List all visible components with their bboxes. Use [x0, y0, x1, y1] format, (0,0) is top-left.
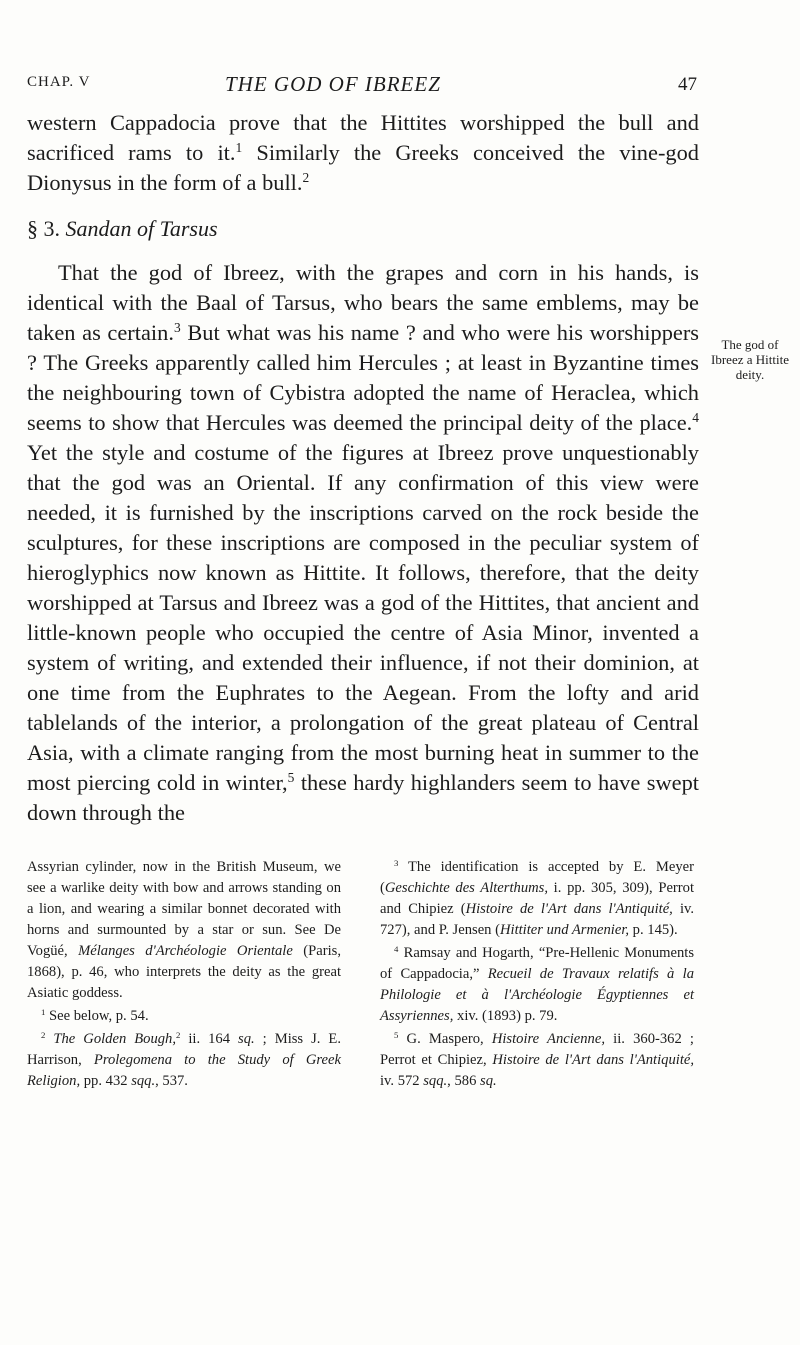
footnote-5	[380, 1029, 694, 1092]
footnote-number: 4	[394, 943, 399, 954]
italic-title: Prolegomena to the Study of Greek Religion,	[27, 1052, 341, 1089]
text-run: ii. 164	[180, 1031, 239, 1047]
italic-abbrev: sq.	[480, 1073, 497, 1089]
text-run: Yet the style and costume of the figures at Ibreez prove unquestionably that the god was an Oriental. If any confirmation of this view were needed, it is furnished by the inscriptions carved on the rock beside the sculptures, for these inscriptions are composed in the peculiar system of hieroglyphics now known as Hittite. It follows, therefore, that the deity worshipped at Tarsus and Ibreez was a god of the Hittites, that ancient and little-known people who occupied the centre of Asia Minor, invented a system of writing, and extended their influence, if not their dominion, at one time from the Euphrates to the Aegean. From the lofty and arid tablelands of the interior, a prolongation of the great plateau of Central Asia, with a climate ranging from the most burning heat in summer to the most piercing cold in winter,	[27, 440, 699, 795]
footnotes-left-column	[27, 857, 341, 1094]
footnote-ref: 5	[287, 769, 295, 785]
footnote-continuation	[27, 857, 341, 1004]
footnote-number: 2	[41, 1029, 46, 1040]
footnote-2	[27, 1029, 341, 1092]
footnote-number: 5	[394, 1029, 399, 1040]
footnote-ref: 3	[173, 319, 181, 335]
text-run: The identification is accepted by E. Meyer (	[380, 859, 694, 896]
edition-number: 2	[176, 1029, 181, 1040]
paragraph-2	[27, 258, 699, 828]
text-run: ii. 360-362 ; Perrot et Chipiez,	[380, 1031, 694, 1068]
text-run: , 537.	[155, 1073, 188, 1089]
text-run: these hardy highlanders seem to have swept down through the	[27, 770, 699, 825]
chapter-label: CHAP. V	[27, 74, 91, 90]
italic-title: Geschichte des Alterthums,	[384, 880, 548, 896]
paragraph-1	[27, 108, 699, 198]
italic-title: Hittiter und Armenier,	[499, 922, 630, 938]
text-run: western Cappadocia prove that the Hittites worshipped the bull and sacrificed rams to it.	[27, 110, 699, 165]
text-run: iv. 572	[380, 1073, 424, 1089]
italic-title: Recueil de Travaux relatifs à la Philologie et à l'Archéologie Égyptiennes et Assyriennes,	[380, 966, 694, 1024]
italic-title: Histoire Ancienne,	[491, 1031, 605, 1047]
text-run: Ramsay and Hogarth, “Pre-Hellenic Monuments of Cappadocia,”	[380, 945, 694, 982]
text-run: G. Maspero,	[398, 1031, 492, 1047]
footnote-ref: 1	[235, 139, 243, 155]
text-run: See below, p. 54.	[45, 1008, 149, 1024]
footnote-ref: 2	[302, 169, 310, 185]
italic-abbrev: sqq.	[131, 1073, 156, 1089]
text-run: i. pp. 305, 309), Perrot and Chipiez (	[380, 880, 694, 917]
text-run: pp. 432	[80, 1073, 132, 1089]
text-run: But what was his name ? and who were his worshippers ? The Greeks apparently called him Hercules ; at least in Byzantine times the neighbouring town of Cybistra adopted the name of Heraclea, which seems to show that Hercules was deemed the principal deity of the place.	[27, 320, 700, 435]
section-number: § 3.	[27, 216, 60, 241]
italic-title: Mélanges d'Archéologie Orientale	[78, 943, 293, 959]
italic-title: The Golden Bough,	[53, 1031, 176, 1047]
italic-title: Histoire de l'Art dans l'Antiquité,	[492, 1052, 694, 1068]
section-title: Sandan of Tarsus	[65, 216, 218, 241]
margin-note: The god of Ibreez a Hittite deity.	[711, 337, 789, 382]
italic-abbrev: sqq.	[423, 1073, 448, 1089]
text-run: Similarly the Greeks conceived the vine-god Dionysus in the form of a bull.	[27, 140, 699, 195]
text-run: (Paris, 1868), p. 46, who interprets the deity as the great Asiatic goddess.	[27, 943, 341, 1001]
footnote-1	[27, 1006, 341, 1027]
text-run: iv. 727), and P. Jensen (	[380, 901, 694, 938]
footnote-number: 3	[394, 857, 399, 868]
text-run: , 586	[447, 1073, 481, 1089]
text-run: Assyrian cylinder, now in the British Museum, we see a warlike deity with bow and arrows standing on a lion, and wearing a similar bonnet decorated with horns and surmounted by a star or sun. See De Vogüé,	[27, 859, 341, 959]
running-header	[27, 72, 697, 102]
footnote-4	[380, 943, 694, 1027]
text-run: ; Miss J. E. Harrison,	[27, 1031, 341, 1068]
main-text	[27, 108, 699, 828]
text-run: p. 145).	[629, 922, 678, 938]
footnotes-right-column	[380, 857, 694, 1094]
italic-abbrev: sq.	[238, 1031, 255, 1047]
footnote-number: 1	[41, 1006, 46, 1017]
running-title: THE GOD OF IBREEZ	[225, 72, 441, 96]
italic-title: Histoire de l'Art dans l'Antiquité,	[465, 901, 673, 917]
footnote-ref: 4	[692, 409, 699, 425]
text-run: xiv. (1893) p. 79.	[453, 1008, 558, 1024]
section-heading	[27, 214, 699, 244]
text-run: That the god of Ibreez, with the grapes and corn in his hands, is identical with the Baal of Tarsus, who bears the same emblems, may be taken as certain.	[27, 260, 699, 345]
page-number: 47	[678, 74, 697, 95]
footnote-3	[380, 857, 694, 941]
